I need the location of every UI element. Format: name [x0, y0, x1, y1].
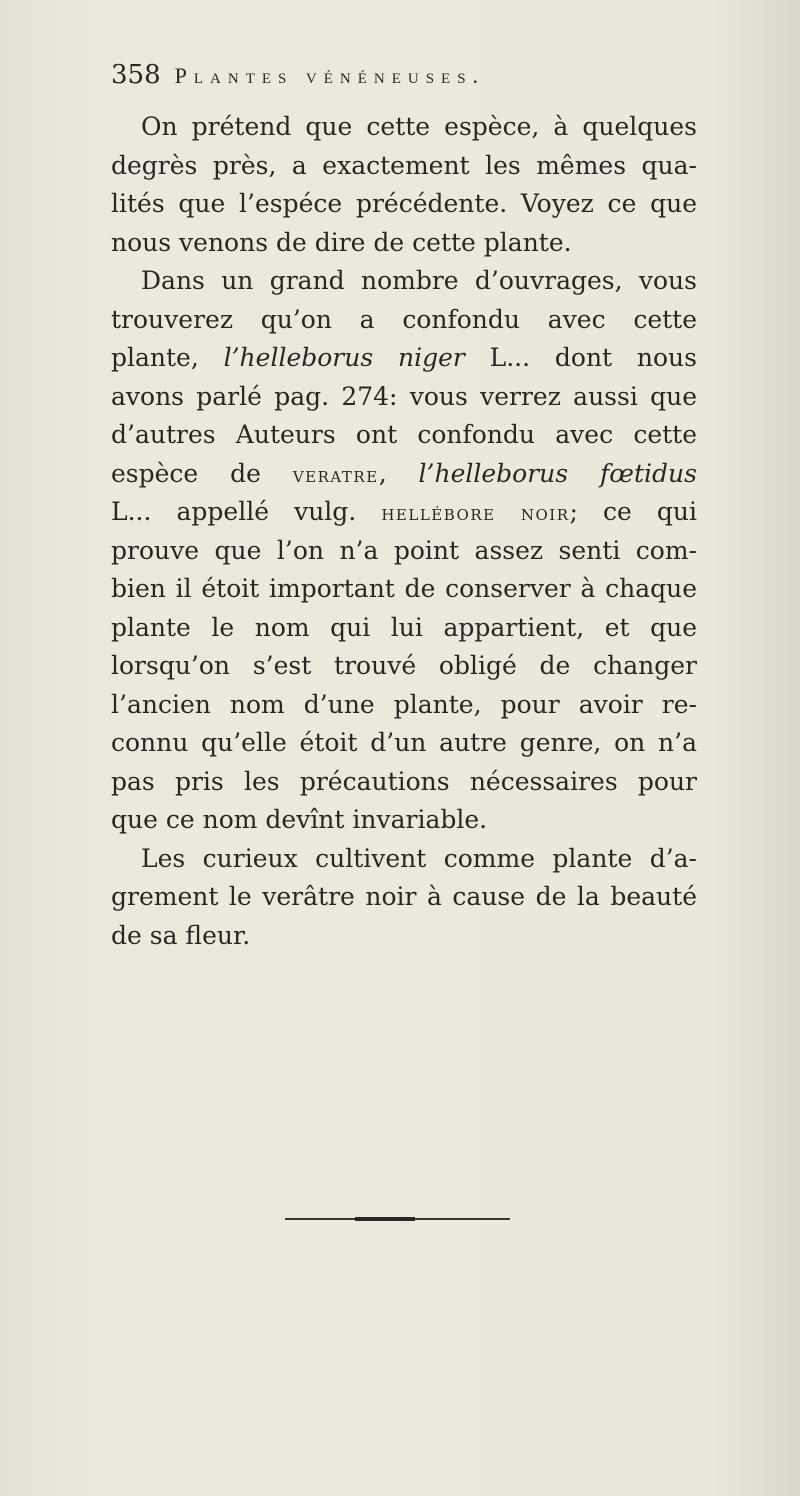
small-caps-term: veratre	[292, 462, 379, 487]
text-line: pas pris les précautions nécessaires pour	[111, 766, 697, 796]
small-caps-term: hellébore noir	[381, 501, 570, 525]
text-run: L... appellé vulg.	[111, 497, 382, 526]
species-name-italic: l’helleborus niger	[223, 343, 465, 372]
text-line: trouverez qu’on a confondu avec cette	[111, 304, 697, 334]
species-name-italic: l’helleborus fœtidus	[418, 458, 697, 488]
text-line: lités que l’espéce précédente. Voyez ce que	[111, 189, 697, 218]
text-line: nous venons de dire de cette plante.	[111, 227, 572, 257]
text-line: connu qu’elle étoit d’un autre genre, on n’a	[111, 728, 697, 757]
text-run: plante,	[111, 343, 224, 372]
running-head	[111, 60, 671, 94]
text-line: d’autres Auteurs ont confondu avec cette	[111, 420, 697, 449]
text-line	[111, 339, 697, 378]
text-line: On prétend que cette espèce, à quelques	[141, 112, 697, 141]
text-line: plante le nom qui lui appartient, et que	[111, 612, 697, 642]
text-run: espèce de	[111, 458, 293, 488]
text-line: avons parlé pag. 274: vous verrez aussi que	[111, 381, 697, 411]
text-line: prouve que l’on n’a point assez senti com-	[111, 535, 697, 565]
text-line: bien il étoit important de conserver à chaque	[111, 574, 697, 603]
text-line: Dans un grand nombre d’ouvrages, vous	[141, 266, 697, 295]
text-line: degrès près, a exactement les mêmes qua-	[111, 150, 697, 180]
running-title: Plantes vénéneuses.	[174, 63, 486, 88]
end-rule-divider	[285, 1218, 510, 1220]
text-run: ; ce qui	[569, 497, 697, 526]
text-line: lorsqu’on s’est trouvé obligé de changer	[111, 651, 697, 680]
page-number: 358	[111, 60, 161, 90]
text-line: que ce nom devînt invariable.	[111, 805, 488, 834]
text-run: L... dont nous	[464, 343, 697, 372]
text-run: ,	[378, 458, 419, 488]
text-line: grement le verâtre noir à cause de la beauté	[111, 882, 697, 911]
text-line: l’ancien nom d’une plante, pour avoir re-	[111, 689, 697, 719]
text-line: Les curieux cultivent comme plante d’a-	[141, 843, 697, 873]
body-text	[111, 108, 697, 955]
text-line	[111, 455, 697, 494]
text-line: de sa fleur.	[111, 920, 251, 950]
text-line	[111, 493, 697, 532]
